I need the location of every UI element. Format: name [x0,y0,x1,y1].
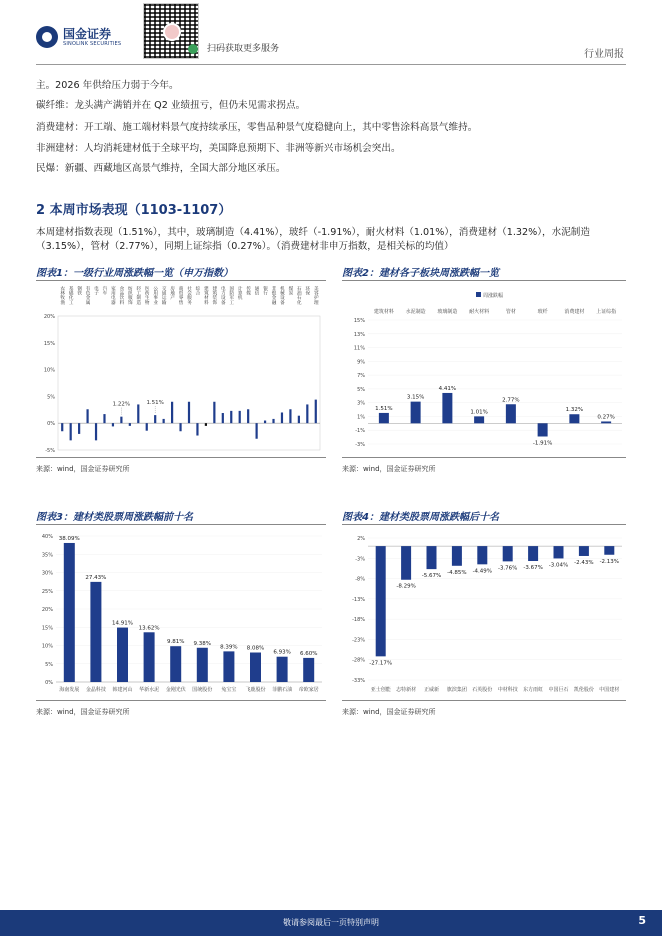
category-label: 美容护理 [313,286,319,305]
figure-3-chart [36,526,326,698]
data-label: -2.13% [599,558,620,565]
data-label: 27.43% [85,574,107,581]
data-label: 38.09% [58,535,80,542]
figure-4-title: 图表4：建材类股票周涨跌幅后十名 [342,512,499,523]
data-label: -4.49% [472,568,493,575]
category-label: 国统股份 [192,687,213,693]
data-label: 3.15% [406,394,425,401]
data-label: 8.39% [220,644,238,651]
category-label: 汽车 [101,286,107,296]
figure-2-top-rule [342,280,626,281]
category-label: 志特新材 [396,687,417,693]
data-label: 1.32% [565,407,584,414]
data-label: 4.41% [438,385,457,392]
bar [264,421,266,424]
data-label: 9.38% [193,640,212,647]
figure-1-top-rule [36,280,326,281]
data-label: 9.81% [166,639,185,646]
y-tick-label: 10% [43,367,55,374]
y-tick-label: 0% [47,421,55,428]
bar [247,409,249,423]
legend-label: 周涨跌幅 [483,293,504,299]
category-label: 家用电器 [110,286,116,305]
data-label: -3.04% [548,562,569,569]
y-tick-label: -5% [45,448,55,454]
bar [144,632,155,682]
category-label: 电力设备 [220,286,226,305]
bar [171,402,173,423]
bar [103,414,105,423]
data-label: -3.76% [497,565,518,572]
bar [579,546,589,556]
body-paragraph-1: 主。2026 年供给压力弱于今年。 [36,80,179,91]
figure-3-bottom-rule [36,700,326,701]
category-label: 基础化工 [68,286,74,305]
y-tick-label: -33% [352,678,365,684]
category-label: 石油石化 [296,286,302,305]
category-label: 凯伦股份 [573,687,594,693]
data-label: 8.08% [246,645,265,652]
bar [315,400,317,424]
logo-english-name: SINOLINK SECURITIES [63,40,122,47]
bar [154,415,156,423]
category-label: 综合 [194,286,200,296]
y-tick-label: 15% [353,318,365,324]
figure-4-chart [342,526,626,698]
category-label: 东方雨虹 [523,687,544,693]
figure-3-top-rule [36,524,326,525]
y-tick-label: -8% [355,576,365,583]
bar [196,423,198,435]
bar [250,653,261,682]
figure-2-bottom-rule [342,457,626,458]
figure-2-chart [342,282,626,455]
company-logo [36,26,121,48]
category-label: 水泥制造 [405,309,426,315]
annotation-label: 1.22% [112,401,131,408]
category-label: 中国巨石 [548,687,569,693]
data-label: -8.29% [396,583,416,590]
bar [554,546,564,558]
y-tick-label: 0% [45,680,53,686]
scan-prompt: 扫码获取更多服务 [207,44,280,54]
y-tick-label: 10% [41,643,53,650]
bar [604,546,614,555]
category-label: 环保 [304,286,310,296]
wechat-mini-icon [188,44,198,54]
category-label: 医药生物 [144,286,150,305]
figure-1-title: 图表1：一级行业周涨跌幅一览（申万指数） [36,268,233,279]
category-label: 纺织服饰 [127,286,133,305]
y-tick-label: -1% [355,428,365,435]
category-label: 旗滨集团 [446,687,467,693]
category-label: 玻璃制造 [437,309,458,315]
y-tick-label: 5% [357,386,365,393]
data-label: -2.43% [574,559,594,566]
bar [477,546,487,564]
category-label: 房地产 [169,286,175,300]
category-label: 电子 [93,286,99,296]
category-label: 计算机 [237,286,243,300]
y-tick-label: 13% [353,331,365,338]
category-label: 耐火材料 [469,309,490,315]
category-label: 通信 [254,286,260,296]
figure-4-top-rule [342,524,626,525]
bar [223,651,234,682]
category-label: 机械设备 [279,286,285,305]
category-label: 有色金属 [85,286,91,305]
data-label: 6.93% [273,649,291,656]
bar [137,404,139,423]
bar [197,648,208,682]
data-label: 1.51% [375,405,393,412]
category-label: 非银金融 [271,286,277,305]
bar [379,413,389,423]
logo-chinese-name: 国金证券 [63,26,112,41]
plot-frame [58,316,320,450]
body-paragraph-consumer-materials: 消费建材：开工端、施工端材料景气度持续承压，零售品种景气度稳健向上，其中零售涂料高景气维持。 [36,122,478,133]
category-label: 飞鹿股份 [245,687,266,693]
body-paragraph-carbon-fiber: 碳纤维：龙头满产满销并在 Q2 业绩扭亏，但仍未见需求拐点。 [36,100,306,111]
y-tick-label: -3% [355,556,365,563]
bar [222,413,224,423]
bar [61,423,63,431]
figure-4-bottom-rule [342,700,626,701]
category-label: 银行 [262,286,268,296]
bar [256,423,258,439]
bar [306,404,308,423]
y-tick-label: 15% [41,625,53,632]
y-tick-label: -23% [352,637,365,644]
y-tick-label: 3% [357,400,365,407]
bar [188,402,190,423]
bar [277,657,288,682]
data-label: 1.01% [470,409,488,416]
category-label: 轻工制造 [135,286,141,305]
bar [90,582,101,682]
data-label: 0.27% [597,414,615,421]
category-label: 玻纤 [537,309,548,315]
legend-swatch [476,292,481,297]
data-label: 6.60% [299,650,318,657]
bar [376,546,386,656]
section-title: 2 本周市场表现（1103-1107） [36,203,232,218]
page-footer [0,910,662,936]
report-type-label: 行业周报 [584,49,624,60]
category-label: 管材 [505,309,516,315]
category-label: 建筑材料 [373,309,394,315]
category-label: 建筑材料 [203,286,209,305]
page-number: 5 [638,914,646,927]
category-label: 韩建河山 [112,687,133,693]
data-label: -4.85% [447,569,467,576]
category-label: 中材科技 [497,687,518,693]
category-label: 食品饮料 [118,286,124,305]
data-label: -27.17% [369,660,393,667]
y-tick-label: 9% [357,359,365,366]
category-label: 煤炭 [287,286,293,296]
bar [427,546,437,569]
bar [298,416,300,424]
bar [230,411,232,423]
figure-3-title: 图表3：建材类股票周涨跌幅前十名 [36,512,193,523]
figure-1-bottom-rule [36,457,326,458]
body-paragraph-africa: 非洲建材：人均消耗建材低于全球平均，美国降息预期下、非洲等新兴市场机会突出。 [36,143,401,154]
y-tick-label: -28% [352,657,365,664]
category-label: 海南发展 [59,687,80,693]
bar [538,423,548,436]
y-tick-label: 35% [41,552,53,559]
category-label: 社会服务 [186,286,192,305]
category-label: 菲鹏石油 [272,687,293,693]
bar [569,414,579,423]
bar [129,423,131,426]
bar [474,416,484,423]
bar [452,546,462,566]
bar [95,423,97,440]
bar [506,404,516,423]
category-label: 农林牧渔 [59,286,65,305]
qr-center-logo-icon [163,23,181,41]
y-tick-label: 5% [47,394,55,401]
category-label: 公用事业 [152,286,158,305]
category-label: 消费建材 [564,309,585,315]
category-label: 上证综指 [596,309,617,315]
figure-2-title: 图表2：建材各子板块周涨跌幅一览 [342,268,499,279]
bar [289,409,291,423]
bar [239,411,241,423]
data-label: 14.91% [112,620,133,627]
category-label: 石英股份 [472,687,493,693]
figure-2-source: 来源：wind，国金证券研究所 [342,465,436,473]
y-tick-label: 2% [357,536,365,542]
category-label: 亚士创能 [370,687,391,693]
bar [163,419,165,423]
bar [170,646,181,682]
bar [64,543,75,682]
bar [601,421,611,423]
y-tick-label: 30% [41,570,53,577]
figure-4-source: 来源：wind，国金证券研究所 [342,708,436,716]
bar [120,417,122,424]
category-label: 交通运输 [161,286,167,305]
y-tick-label: 25% [41,588,53,595]
bar [213,402,215,423]
y-tick-label: 7% [357,373,365,380]
category-label: 正威新 [423,687,440,693]
figure-1-chart [36,282,326,455]
page-header [0,0,662,66]
y-tick-label: 5% [45,661,53,668]
bar [303,658,314,682]
bar [401,546,411,580]
bar [78,423,80,434]
category-label: 钢铁 [76,286,82,296]
figure-3-source: 来源：wind，国金证券研究所 [36,708,130,716]
disclaimer-link[interactable]: 敬请参阅最后一页特别声明 [283,918,379,927]
category-label: 商贸零售 [178,286,184,305]
bar [528,546,538,561]
bar [86,409,88,423]
bar [442,393,452,423]
data-label: 2.77% [502,397,520,404]
data-label: -1.91% [532,440,553,447]
bar [205,423,207,426]
category-label: 中国建材 [599,687,620,693]
y-tick-label: 15% [43,340,55,347]
logo-icon [36,26,58,48]
bar [179,423,181,431]
bar [70,423,72,440]
bar [272,419,274,423]
category-label: 传媒 [245,286,251,296]
category-label: 金晶科技 [85,687,106,693]
category-label: 建筑装饰 [211,286,217,305]
data-label: 13.62% [138,625,160,632]
y-tick-label: 20% [43,314,55,320]
data-label: -5.67% [421,573,442,580]
figure-1-source: 来源：wind，国金证券研究所 [36,465,130,473]
category-label: 金刚光伏 [165,687,186,693]
y-tick-label: -18% [352,617,365,624]
bar [281,412,283,423]
market-summary: 本周建材指数表现（1.51%），其中，玻璃制造（4.41%），玻纤（-1.91%），耐火材料（1.01%），消费建材（1.32%），水泥制造（3.15%），管材（2.77%），同期上证综指（0.27%）。（消费建材非申万指数，是相关标的均值） [36,227,590,252]
header-divider [36,64,626,65]
bar [117,628,128,682]
y-tick-label: 11% [353,345,365,352]
category-label: 兔宝宝 [221,687,237,693]
y-tick-label: -13% [352,596,365,603]
category-label: 帝欧家居 [298,687,319,693]
bar [146,423,148,431]
y-tick-label: 1% [357,414,365,421]
bar [112,423,114,426]
category-label: 国防军工 [228,286,234,305]
y-tick-label: -3% [355,442,365,448]
annotation-label: 1.51% [146,400,164,407]
category-label: 华新水泥 [139,687,160,693]
data-label: -3.67% [523,565,543,572]
y-tick-label: 20% [41,607,53,613]
body-paragraph-explosives: 民爆：新疆、西藏地区高景气维持，全国大部分地区承压。 [36,163,286,174]
bar [503,546,513,561]
bar [411,402,421,424]
y-tick-label: 40% [41,534,53,540]
